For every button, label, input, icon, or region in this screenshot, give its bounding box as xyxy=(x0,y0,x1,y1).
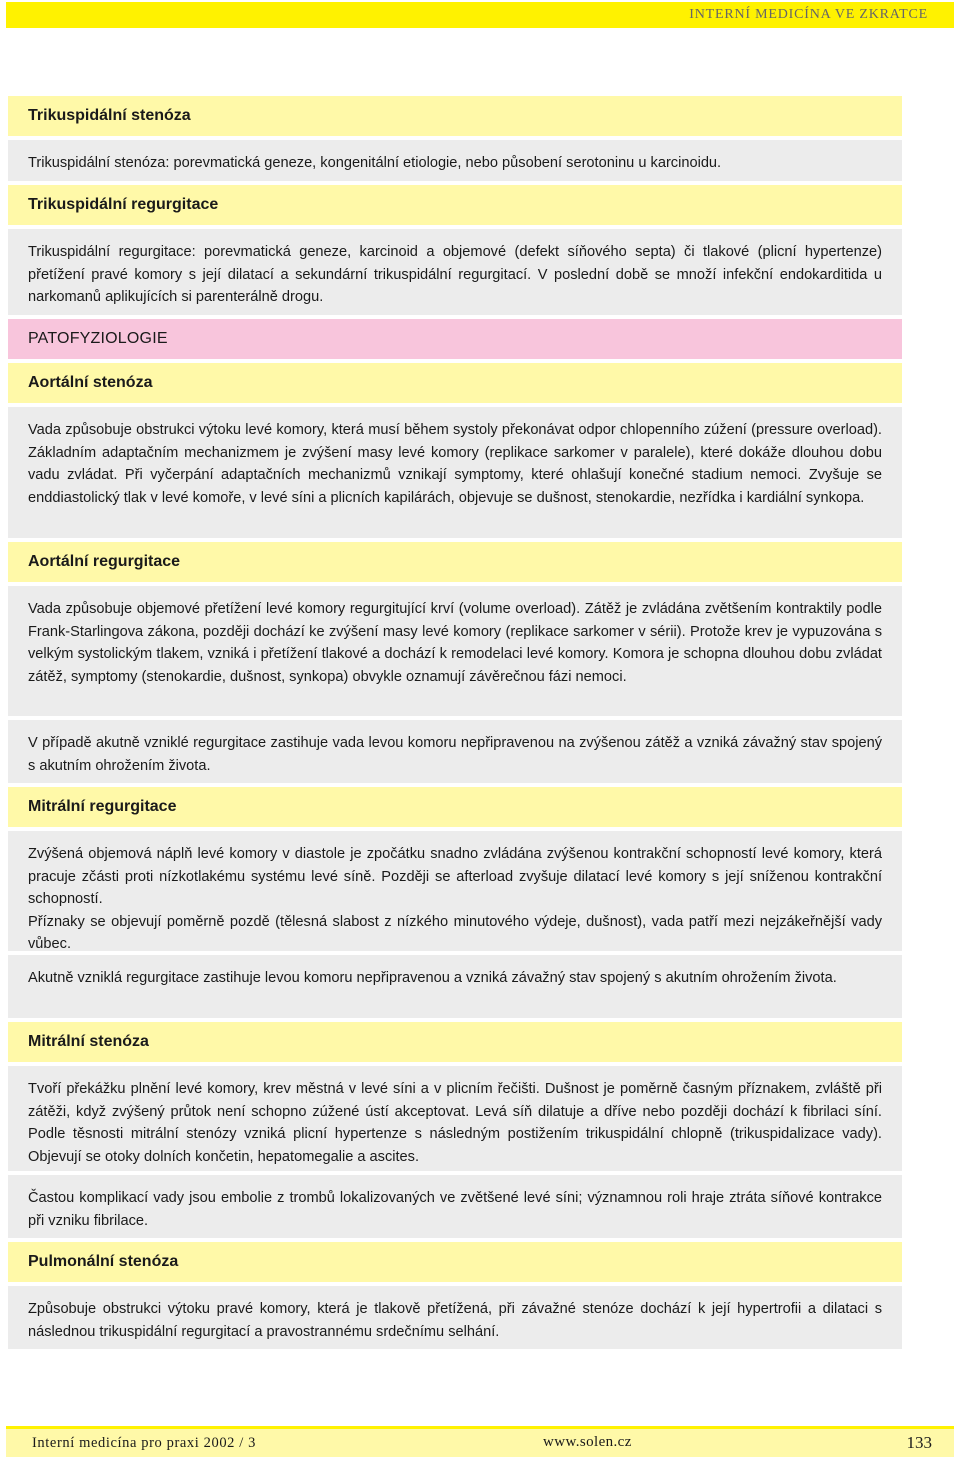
section-heading-tricuspid-stenosis: Trikuspidální stenóza xyxy=(8,96,902,136)
section-heading-pulmonary-stenosis: Pulmonální stenóza xyxy=(8,1242,902,1282)
section-heading-mitral-stenosis: Mitrální stenóza xyxy=(8,1022,902,1062)
section-body-aortic-regurgitation xyxy=(8,586,902,716)
paragraph: Zvýšená objemová náplň levé komory v diastole je zpočátku snadno zvládána zvýšenou kontrakční schopností levé komory, která pracuje zčásti proti nízkotlakému systému levé síně. Později se afterload zvyšuje dilatací levé komory s její sníženou kontrakční schopností. xyxy=(28,846,882,907)
paragraph: Způsobuje obstrukci výtoku pravé komory, která je tlakově přetížená, při závažné stenóze dochází k její hypertrofii a dilataci s následnou trikuspidální regurgitací a pravostrannému srdečnímu selhání. xyxy=(28,1301,882,1340)
paragraph: Tvoří překážku plnění levé komory, krev městná v levé síni a v plicním řečišti. Dušnost je poměrně časným příznakem, zvláště při zátěži, když zvýšený průtok není schopno zúžené ústí akceptovat. Levá síň dilatuje a dříve nebo později dochází k fibrilaci síní. Podle těsnosti mitrální stenózy vzniká plicní hypertenze s následným postižením trikuspidální chlopně (trikuspidalizace vady). Objevují se otoky dolních končetin, hepatomegalie a ascites. xyxy=(28,1081,882,1165)
paragraph: Akutně vzniklá regurgitace zastihuje levou komoru nepřipravenou a vzniká závažný stav spojený s akutním ohrožením života. xyxy=(28,970,837,986)
running-header-title: INTERNÍ MEDICÍNA VE ZKRATCE xyxy=(689,7,928,22)
running-header-bar xyxy=(6,2,954,28)
section-body-tricuspid-stenosis xyxy=(8,140,902,181)
section-body-aortic-stenosis xyxy=(8,407,902,538)
section-heading-mitral-regurgitation: Mitrální regurgitace xyxy=(8,787,902,827)
section-body-aortic-regurgitation-acute xyxy=(8,720,902,783)
section-body-mitral-regurgitation xyxy=(8,831,902,951)
paragraph: Trikuspidální stenóza: porevmatická geneze, kongenitální etiologie, nebo působení serotoninu u karcinoidu. xyxy=(28,155,722,171)
section-body-mitral-stenosis-complications xyxy=(8,1175,902,1238)
section-heading-tricuspid-regurgitation: Trikuspidální regurgitace xyxy=(8,185,902,225)
section-heading-aortic-regurgitation: Aortální regurgitace xyxy=(8,542,902,582)
section-body-tricuspid-regurgitation xyxy=(8,229,902,315)
footer-bar xyxy=(6,1429,954,1457)
section-body-mitral-stenosis xyxy=(8,1066,902,1171)
paragraph: Častou komplikací vady jsou embolie z trombů lokalizovaných ve zvětšené levé síni; významnou roli hraje ztráta síňové kontrakce při vzniku fibrilace. xyxy=(28,1190,882,1229)
paragraph: Příznaky se objevují poměrně pozdě (tělesná slabost z nízkého minutového výdeje, dušnost), vada patří mezi nejzákeřnější vady vůbec. xyxy=(28,913,882,952)
page-number: 133 xyxy=(906,1433,932,1452)
chapter-heading-patofyziologie: PATOFYZIOLOGIE xyxy=(8,319,902,359)
section-heading-aortic-stenosis: Aortální stenóza xyxy=(8,363,902,403)
section-body-pulmonary-stenosis xyxy=(8,1286,902,1349)
section-body-mitral-regurgitation-acute xyxy=(8,955,902,1018)
footer-journal: Interní medicína pro praxi 2002 / 3 xyxy=(32,1435,256,1451)
footer-website-link[interactable]: www.solen.cz xyxy=(543,1434,632,1450)
article-content xyxy=(8,96,902,1353)
paragraph: Trikuspidální regurgitace: porevmatická geneze, karcinoid a objemové (defekt síňového septa) či tlakové (plicní hypertenze) přetížení pravé komory s její dilatací a sekundární trikuspidální regurgitací. V poslední době se množí infekční endokarditida u narkomanů aplikujících si parenterálně drogu. xyxy=(28,244,882,305)
paragraph: Vada způsobuje obstrukci výtoku levé komory, která musí během systoly překonávat odpor chlopenního zúžení (pressure overload). Základním adaptačním mechanizmem je zvýšení masy levé komory (replikace sarkomer v paralele), které dokáže dlouhou dobu vadu zvládat. Při vyčerpání adaptačních mechanizmů vznikají symptomy, které ohlašují konečné stadium nemoci. Zvyšuje se enddiastolický tlak v levé komoře, v levé síni a plicních kapilárách, objevuje se dušnost, stenokardie, nezřídka i kardiální synkopa. xyxy=(28,422,882,506)
paragraph: Vada způsobuje objemové přetížení levé komory regurgitující krví (volume overload). Zátěž je zvládána zvětšením kontraktily podle Frank-Starlingova zákona, později dochází ke zvýšení masy levé komory (replikace sarkomer v sérii). Protože krev je vypuzována s velkým systolickým tlakem, vzniká i přetížení tlakové a dochází k remodelaci levé komory. Komora je schopna dlouhou dobu zvládat zátěž, symptomy (stenokardie, dušnost, synkopa) obvykle oznamují závěrečnou fázi nemoci. xyxy=(28,601,882,685)
paragraph: V případě akutně vzniklé regurgitace zastihuje vada levou komoru nepřipravenou na zvýšenou zátěž a vzniká závažný stav spojený s akutním ohrožením života. xyxy=(28,735,882,774)
